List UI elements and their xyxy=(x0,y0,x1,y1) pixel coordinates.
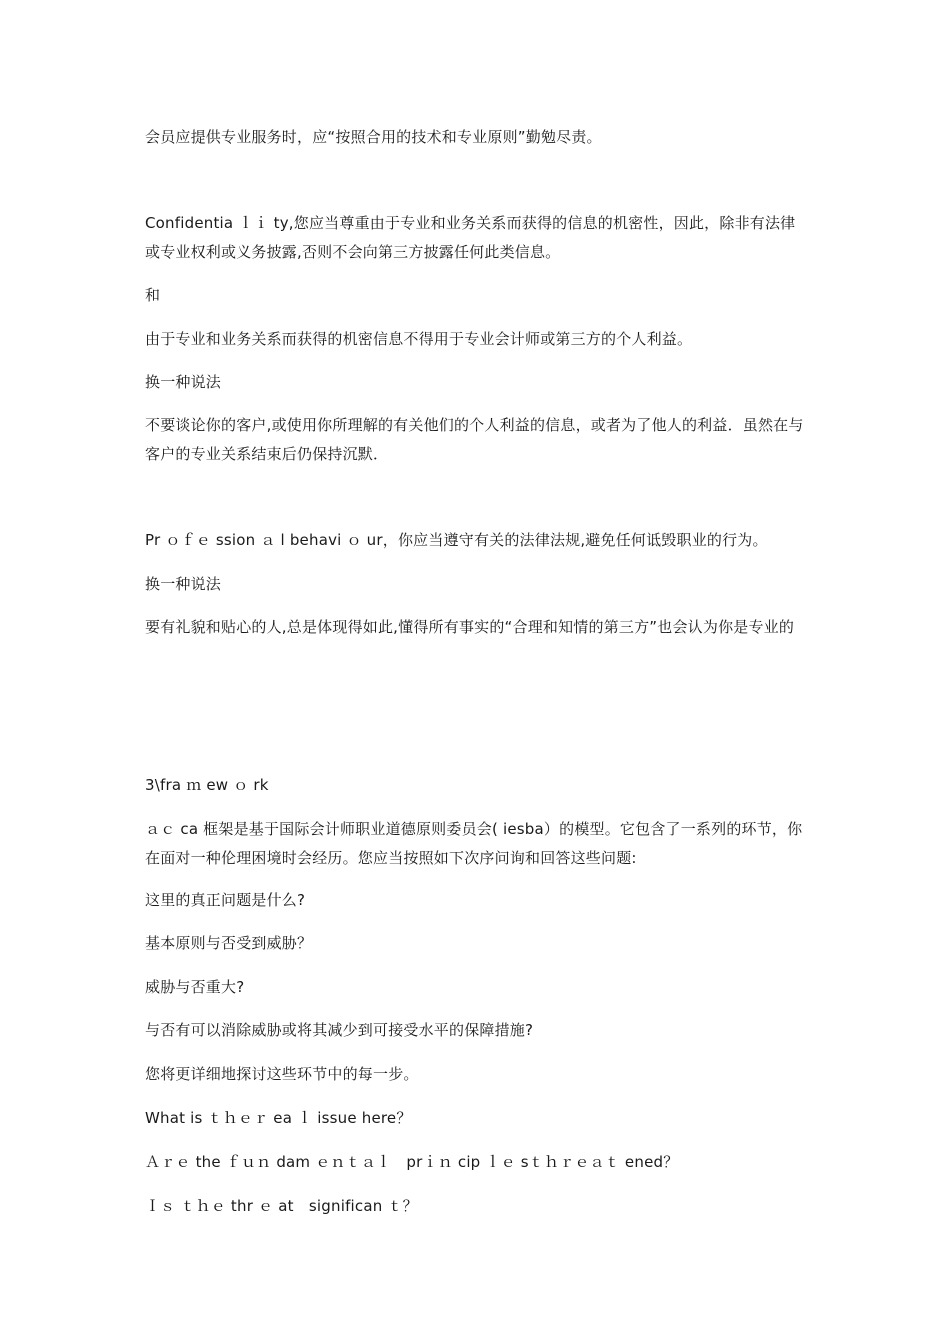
question-principles-threatened-en: Ａｒｅ the ｆｕｎ dam ｅｎｔａｌ prｉｎ cip ｌｅ sｔｈｒｅａｔ ened？ xyxy=(145,1153,679,1171)
question-threat-significant-en: Ｉｓ ｔｈｅ thr ｅ at significan ｔ？ xyxy=(145,1197,418,1215)
paragraph-confidential-info-use: 由于专业和业务关系而获得的机密信息不得用于专业会计师或第三方的个人利益。 xyxy=(145,330,693,348)
paragraph-acca-framework: ａｃ ca 框架是基于国际会计师职业道德原则委员会( iesba）的模型。它包含了一系列的环节，你在面对一种伦理困境时会经历。您应当按照如下次序问询和回答这些问题: xyxy=(145,820,803,867)
question-real-issue: 这里的真正问题是什么? xyxy=(145,891,306,909)
paragraph-be-courteous: 要有礼貌和贴心的人,总是体现得如此,懂得所有事实的“合理和知情的第三方”也会认为你是专业的 xyxy=(145,618,795,636)
section-heading-framework: 3\fra ｍ ew ｏ rk xyxy=(145,776,269,794)
question-threat-significant: 威胁与否重大? xyxy=(145,978,245,996)
paragraph-in-other-words-1: 换一种说法 xyxy=(145,373,222,391)
question-real-issue-en: What is ｔｈｅｒ ea ｌ issue here？ xyxy=(145,1109,412,1127)
question-safeguards: 与否有可以消除威胁或将其减少到可接受水平的保障措施? xyxy=(145,1021,534,1039)
paragraph-and: 和 xyxy=(145,286,161,304)
paragraph-competence-principle: 会员应提供专业服务时，应“按照合用的技术和专业原则”勤勉尽责。 xyxy=(145,128,602,146)
paragraph-professional-behaviour: Pr ｏｆｅ ssion ａ l behavi ｏ ur，你应当遵守有关的法律法规,避免任何诋毁职业的行为。 xyxy=(145,531,768,549)
paragraph-do-not-discuss-clients: 不要谈论你的客户,或使用你所理解的有关他们的个人利益的信息，或者为了他人的利益．虽然在与客户的专业关系结束后仍保持沉默． xyxy=(145,416,804,463)
paragraph-in-other-words-2: 换一种说法 xyxy=(145,575,222,593)
paragraph-confidentiality: Confidentia ｌｉ ty,您应当尊重由于专业和业务关系而获得的信息的机密性，因此，除非有法律或专业权利或义务披露,否则不会向第三方披露任何此类信息。 xyxy=(145,214,796,261)
paragraph-explore-steps: 您将更详细地探讨这些环节中的每一步。 xyxy=(145,1065,419,1083)
question-principles-threatened: 基本原则与否受到威胁？ xyxy=(145,934,313,952)
